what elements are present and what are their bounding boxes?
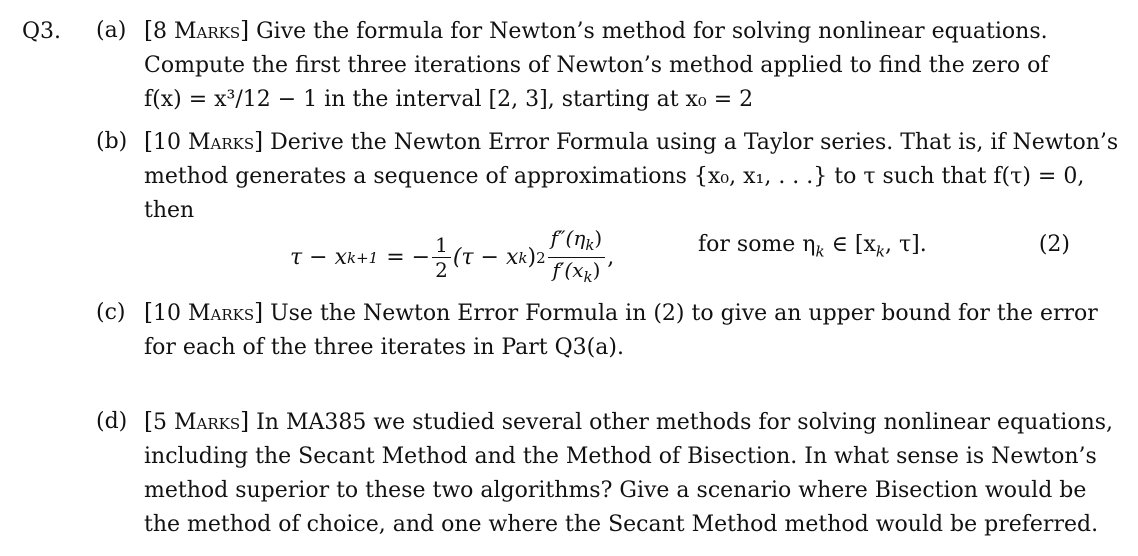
eq-half-fraction bbox=[432, 233, 451, 282]
part-d-line4: the method of choice, and one where the Secant Method method would be preferred. bbox=[144, 512, 1099, 537]
equation-main bbox=[290, 226, 614, 289]
part-c-line2: for each of the three iterates in Part Q3(a). bbox=[144, 335, 624, 360]
newton-error-formula bbox=[290, 216, 1080, 286]
part-a-body: [8 Marks] Give the formula for Newton’s method for solving nonlinear equations. Compute the first three iterations of Newton’s method applied to find the zero of f(x) = x³/12 − 1 in the interval [2, 3], starting at x₀ = 2 bbox=[144, 14, 1086, 117]
eq-lhs: τ − x bbox=[290, 245, 347, 270]
part-c-body: [10 Marks] Use the Newton Error Formula in (2) to give an upper bound for the error for each of the three iterates in Part Q3(a). bbox=[144, 296, 1086, 365]
eq-cond-sub2: k bbox=[875, 242, 885, 261]
part-a-label: (a) bbox=[96, 18, 127, 43]
eq-frac-den-close: ) bbox=[592, 258, 601, 282]
part-d-label: (d) bbox=[96, 409, 128, 434]
eq-middle-close: ) bbox=[527, 245, 537, 270]
eq-frac-num-close: ) bbox=[594, 226, 603, 250]
eq-equals: = − bbox=[386, 245, 431, 270]
part-a-line1: Give the formula for Newton’s method for solving nonlinear equations. bbox=[256, 19, 1048, 44]
eq-frac-num-text: f″(η bbox=[550, 226, 586, 250]
part-d-line1: In MA385 we studied several other methods for solving nonlinear equations, bbox=[256, 410, 1114, 435]
eq-cond-sub: k bbox=[815, 242, 825, 261]
part-b-marks: 10 Marks bbox=[152, 130, 255, 155]
eq-derivative-fraction bbox=[548, 226, 606, 289]
eq-comma: , bbox=[607, 245, 615, 270]
part-b-body: [10 Marks] Derive the Newton Error Formula using a Taylor series. That is, if Newton’s method generates a sequence of approximations {x₀, x₁, . . .} to τ such that f(τ) = 0, then bbox=[144, 125, 1086, 228]
eq-frac-den-text: f′(x bbox=[552, 258, 584, 282]
eq-frac-num-sub: k bbox=[585, 236, 595, 254]
question-number: Q3. bbox=[22, 19, 62, 44]
part-d bbox=[96, 405, 1114, 542]
eq-middle-sub: k bbox=[518, 248, 528, 267]
eq-cond-rest: ∈ [x bbox=[831, 232, 876, 257]
eq-power: 2 bbox=[536, 248, 546, 267]
part-b-line3: then bbox=[144, 198, 195, 223]
part-d-body: [5 Marks] In MA385 we studied several other methods for solving nonlinear equations, including the Secant Method and the Method of Bisection. In what sense is Newton’s method superior to these two algorithms? Give a scenario where Bisection would be the method of choice, and one where the Secant Method method would be preferred. bbox=[144, 405, 1086, 542]
part-a-marks: 8 Marks bbox=[152, 19, 241, 44]
eq-half-num: 1 bbox=[432, 233, 451, 258]
eq-half-den: 2 bbox=[435, 258, 448, 282]
eq-frac-den-sub: k bbox=[583, 268, 593, 286]
part-d-line3: method superior to these two algorithms? Give a scenario where Bisection would be bbox=[144, 478, 1087, 503]
eq-frac-num bbox=[548, 226, 606, 258]
part-a-line2: Compute the first three iterations of Newton’s method applied to find the zero of bbox=[144, 53, 1049, 78]
part-b bbox=[96, 125, 1119, 228]
part-d-line2: including the Secant Method and the Method of Bisection. In what sense is Newton’s bbox=[144, 444, 1097, 469]
part-c-label: (c) bbox=[96, 300, 126, 325]
eq-cond-end: , τ]. bbox=[884, 232, 927, 257]
part-b-line1: Derive the Newton Error Formula using a Taylor series. That is, if Newton’s bbox=[270, 130, 1119, 155]
part-c bbox=[96, 296, 1098, 365]
part-d-marks: 5 Marks bbox=[152, 410, 241, 435]
equation-number: (2) bbox=[1038, 232, 1070, 257]
part-a bbox=[96, 14, 1086, 117]
eq-lhs-sub: k+1 bbox=[347, 248, 379, 267]
part-b-line2: method generates a sequence of approximations {x₀, x₁, . . .} to τ such that f(τ) = 0, bbox=[144, 164, 1085, 189]
part-a-line3: f(x) = x³/12 − 1 in the interval [2, 3], starting at x₀ = 2 bbox=[144, 87, 754, 112]
part-c-line1: Use the Newton Error Formula in (2) to give an upper bound for the error bbox=[270, 301, 1098, 326]
eq-middle: (τ − x bbox=[452, 245, 519, 270]
part-c-marks: 10 Marks bbox=[152, 301, 255, 326]
part-b-label: (b) bbox=[96, 129, 128, 154]
equation-condition bbox=[698, 232, 927, 260]
eq-cond-text: for some η bbox=[698, 232, 816, 257]
eq-frac-den bbox=[549, 258, 603, 289]
